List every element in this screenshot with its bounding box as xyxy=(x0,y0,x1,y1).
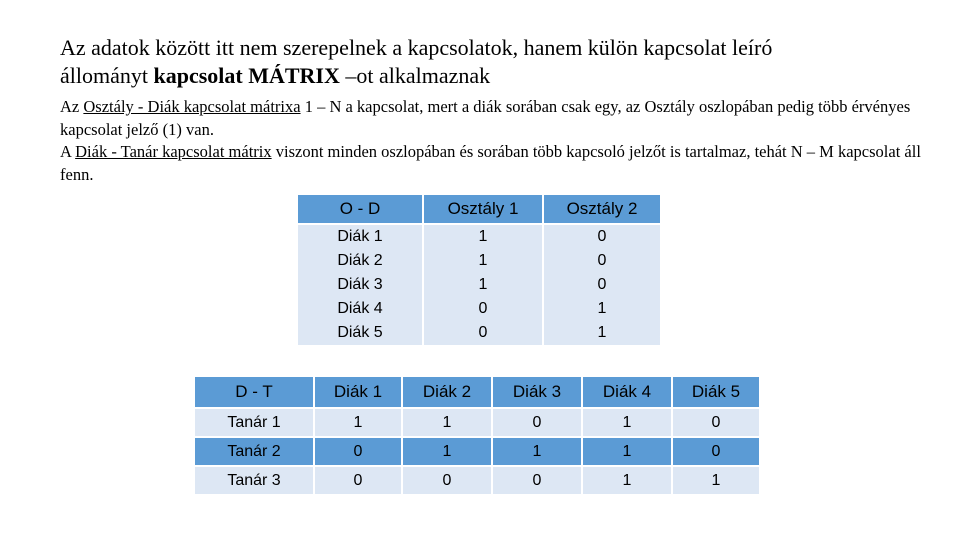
matrix-cell: 0 xyxy=(544,249,662,273)
diak-tanar-matrix xyxy=(195,377,761,496)
osztaly-diak-link[interactable]: Osztály - Diák kapcsolat mátrixa xyxy=(83,97,301,116)
column-header: Diák 4 xyxy=(583,377,673,409)
matrix-cell: 0 xyxy=(424,321,544,345)
matrix-cell: 0 xyxy=(493,409,583,438)
table-row xyxy=(298,297,662,321)
para1-post: 1 – N a kapcsolat, mert a diák sorában csak egy, az Osztály oszlopában pedig több érvényes kapcsolat jelző (1) van. xyxy=(60,97,911,139)
matrix-cell: 1 xyxy=(403,438,493,467)
matrix-cell: 1 xyxy=(493,438,583,467)
paragraph-osztaly-diak xyxy=(60,96,940,141)
column-header: Diák 5 xyxy=(673,377,761,409)
matrix-cell: 1 xyxy=(544,297,662,321)
matrix-cell: 0 xyxy=(493,467,583,496)
matrix-cell: 1 xyxy=(544,321,662,345)
table-row xyxy=(298,273,662,297)
matrix-cell: 1 xyxy=(424,249,544,273)
column-header: Diák 3 xyxy=(493,377,583,409)
row-header: Diák 3 xyxy=(298,273,424,297)
osztaly-diak-matrix xyxy=(298,195,662,345)
table-row xyxy=(298,321,662,345)
matrix-cell: 0 xyxy=(424,297,544,321)
row-header: Tanár 3 xyxy=(195,467,315,496)
row-header: Diák 4 xyxy=(298,297,424,321)
matrix-cell: 1 xyxy=(403,409,493,438)
diak-tanar-link[interactable]: Diák - Tanár kapcsolat mátrix xyxy=(75,142,272,161)
table-header-row xyxy=(298,195,662,225)
matrix-cell: 0 xyxy=(544,273,662,297)
title-line2-pre: állományt xyxy=(60,63,154,88)
column-header: Diák 2 xyxy=(403,377,493,409)
title-line2-bold: kapcsolat MÁTRIX xyxy=(153,63,340,88)
matrix-cell: 0 xyxy=(315,438,403,467)
matrix-cell: 1 xyxy=(315,409,403,438)
column-header: Diák 1 xyxy=(315,377,403,409)
matrix-cell: 0 xyxy=(544,225,662,249)
row-header: Tanár 2 xyxy=(195,438,315,467)
body-text xyxy=(60,96,940,186)
matrix-cell: 0 xyxy=(673,409,761,438)
row-header: Diák 2 xyxy=(298,249,424,273)
row-header: Diák 5 xyxy=(298,321,424,345)
matrix-cell: 1 xyxy=(583,467,673,496)
table-row xyxy=(298,225,662,249)
matrix-cell: 1 xyxy=(424,225,544,249)
matrix-cell: 1 xyxy=(673,467,761,496)
paragraph-diak-tanar xyxy=(60,141,940,186)
title-line2-post: –ot alkalmaznak xyxy=(339,63,491,88)
table-row xyxy=(195,409,761,438)
column-header: Osztály 2 xyxy=(544,195,662,225)
matrix-cell: 1 xyxy=(424,273,544,297)
table-row xyxy=(298,249,662,273)
row-header: Tanár 1 xyxy=(195,409,315,438)
matrix-cell: 0 xyxy=(673,438,761,467)
table-row xyxy=(195,438,761,467)
slide-title xyxy=(60,34,920,90)
para1-pre: Az xyxy=(60,97,84,116)
table-header-row xyxy=(195,377,761,409)
matrix-cell: 0 xyxy=(315,467,403,496)
column-header: Osztály 1 xyxy=(424,195,544,225)
para2-post: viszont minden oszlopában és sorában több kapcsoló jelzőt is tartalmaz, tehát N – M kapcsolat áll fenn. xyxy=(60,142,921,184)
table-row xyxy=(195,467,761,496)
row-header: Diák 1 xyxy=(298,225,424,249)
matrix-cell: 1 xyxy=(583,409,673,438)
matrix-cell: 0 xyxy=(403,467,493,496)
matrix-cell: 1 xyxy=(583,438,673,467)
title-line1: Az adatok között itt nem szerepelnek a kapcsolatok, hanem külön kapcsolat leíró xyxy=(60,35,773,60)
column-header: D - T xyxy=(195,377,315,409)
column-header: O - D xyxy=(298,195,424,225)
para2-pre: A xyxy=(60,142,76,161)
